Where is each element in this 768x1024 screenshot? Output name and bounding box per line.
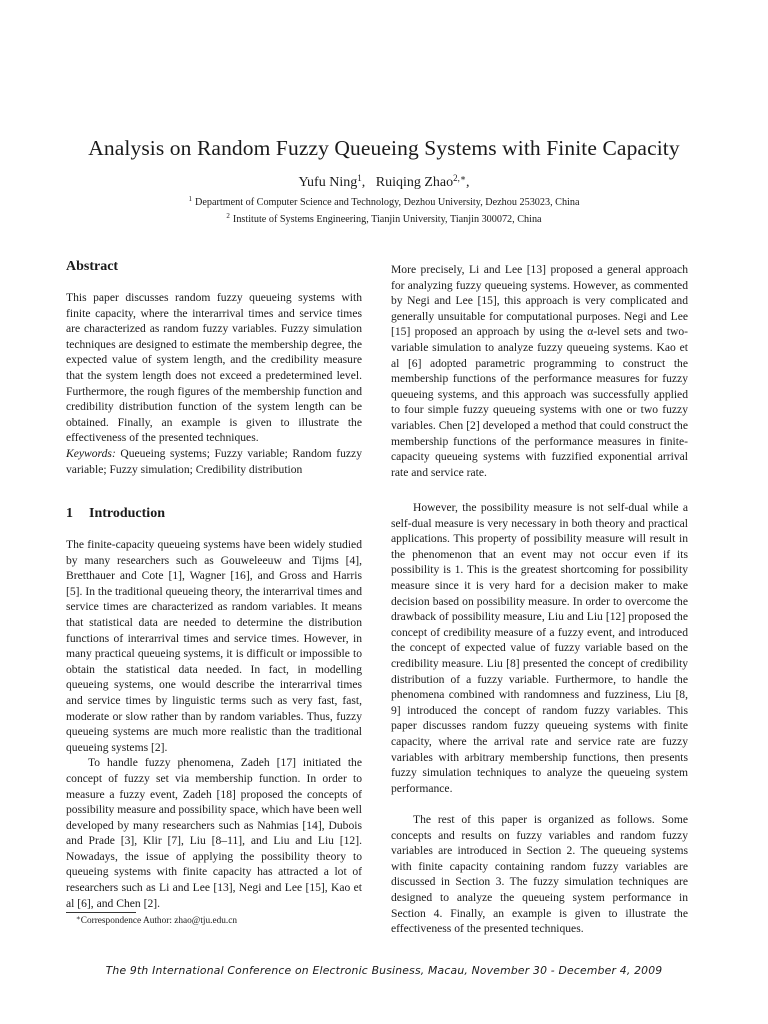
body-paragraph: More precisely, Li and Lee [13] proposed a general approach for analyzing fuzzy queueing systems. However, as commented by Negi and Lee [15], this approach is very complicated and generally unsuitable for computational purposes. Negi and Lee [15] proposed an approach by using the α-level sets and two-variable simulation to analyze fuzzy queueing systems. Kao et al [6] adopted parametric programming to construct the membership functions of the performance measures for fuzzy queueing systems, and this approach was successfully applied to four simple fuzzy queueing systems with one or two fuzzy variables. Chen [2] developed a method that could construct the membership functions of the performance measures in finite-capacity queueing systems with fuzzified exponential arrival rate and service rate. [391,263,688,479]
affiliation-text: Department of Computer Science and Technology, Dezhou University, Dezhou 253023, China [194,197,580,208]
abstract-heading: Abstract [66,259,119,274]
keywords-label: Keywords: [66,446,116,460]
affiliation-text: Institute of Systems Engineering, Tianjin University, Tianjin 300072, China [232,214,542,225]
right-column-paragraph [391,262,688,480]
section-heading-introduction [66,506,165,522]
body-paragraph: The finite-capacity queueing systems have been widely studied by many researchers such as Gouweleeuw and Tijms [4], Bretthauer and Cote [1], Wagner [16], and Gross and Harris [5]. In the traditional queueing theory, the interarrival times and service times are characterized as random variables. It means that statistical data are needed to determine the distribution functions of interarrival times and service times. However, in many practical queueing systems, it is difficult or impossible to obtain the statistical data needed. In fact, in modelling queueing systems, one would describe the interarrival times and service times by linguistic terms such as very fast, fast, moderate or slow rather than by random variables. Thus, fuzzy queueing systems are much more realistic than the traditional queueing systems [2]. [66,538,362,754]
body-paragraph: However, the possibility measure is not self-dual while a self-dual measure is very necessary in both theory and practical applications. This property of possibility measure will result in the phenomenon that an event may not occur even if its possibility is 1. This is the greatest shortcoming for possibility measure since it is very hard for a decision maker to make decision based on possibility measure. In order to overcome the drawback of possibility measure, Liu and Liu [12] proposed the concept of credibility measure of a fuzzy event, and introduced the concept of expected value of fuzzy variable based on the credibility measure. Liu [8] presented the concept of credibility distribution of a fuzzy variable. Furthermore, to handle the phenomena combined with randomness and fuzziness, Liu [8, 9] introduced the concept of random fuzzy variables. This paper discusses random fuzzy queueing systems with finite capacity, where the arrival rate and service rate are fuzzy variables with arbitrary membership functions, then presents fuzzy simulation techniques to analyze the queueing system performance. [391,501,688,795]
author-superscript: 1 [357,173,362,183]
abstract-text: This paper discusses random fuzzy queueing systems with finite capacity, where the interarrival times and service times are characterized as random fuzzy variables. Fuzzy simulation techniques are designed to estimate the membership degree, the expected value of system length, and the credibility measure that the system length does not exceed a predetermined level. Furthermore, the rough figures of the membership function and credibility distribution function of the system length can be obtained. Finally, an example is given to illustrate the effectiveness of the presented techniques. [66,291,362,445]
conference-footer: The 9th International Conference on Electronic Business, Macau, November 30 - December 4, 2009 [105,964,663,977]
body-paragraph: The rest of this paper is organized as follows. Some concepts and results on fuzzy variables and random fuzzy variables are introduced in Section 2. The queueing systems with finite capacity containing random fuzzy variables are discussed in Section 3. The fuzzy simulation techniques are designed to analyze the queueing system performance in Section 4. Finally, an example is given to illustrate the effectiveness of the presented techniques. [391,813,688,936]
keywords [66,446,362,477]
affiliation-mark: 1 [188,195,192,203]
introduction-body [66,537,362,911]
author-separator: , [361,175,366,190]
footnote [76,916,237,926]
right-column-paragraph [391,500,688,796]
author-line [0,175,768,191]
affiliation [0,214,768,225]
affiliation [0,197,768,208]
body-paragraph: To handle fuzzy phenomena, Zadeh [17] initiated the concept of fuzzy set via membership function. In order to measure a fuzzy event, Zadeh [18] proposed the concepts of possibility measure and possibility space, which have been well developed by many researchers such as Nahmias [14], Dubois and Prade [3], Klir [7], Liu [8–11], and Liu and Liu [12]. Nowadays, the issue of applying the possibility theory to queueing systems with finite capacity has attracted a lot of researchers such as Li and Lee [13], Negi and Lee [15], Kao et al [6], and Chen [2]. [66,756,362,910]
author-name: Ruiqing Zhao [375,175,454,190]
footnote-text: Correspondence Author: zhao@tju.edu.cn [80,916,238,926]
right-column-paragraph [391,812,688,937]
section-title: Introduction [89,506,165,521]
footnote-rule [66,912,136,913]
author-superscript: 2,∗ [453,173,466,183]
section-number: 1 [66,506,73,521]
affiliation-mark: 2 [226,212,230,220]
footnote-mark: ∗ [76,914,81,922]
author-name: Yufu Ning [298,175,358,190]
author-trailing-comma: , [466,175,470,190]
keywords-text: Queueing systems; Fuzzy variable; Random fuzzy variable; Fuzzy simulation; Credibility distribution [66,446,362,476]
abstract-body [66,290,362,477]
paper-title: Analysis on Random Fuzzy Queueing Systems with Finite Capacity [88,136,680,160]
